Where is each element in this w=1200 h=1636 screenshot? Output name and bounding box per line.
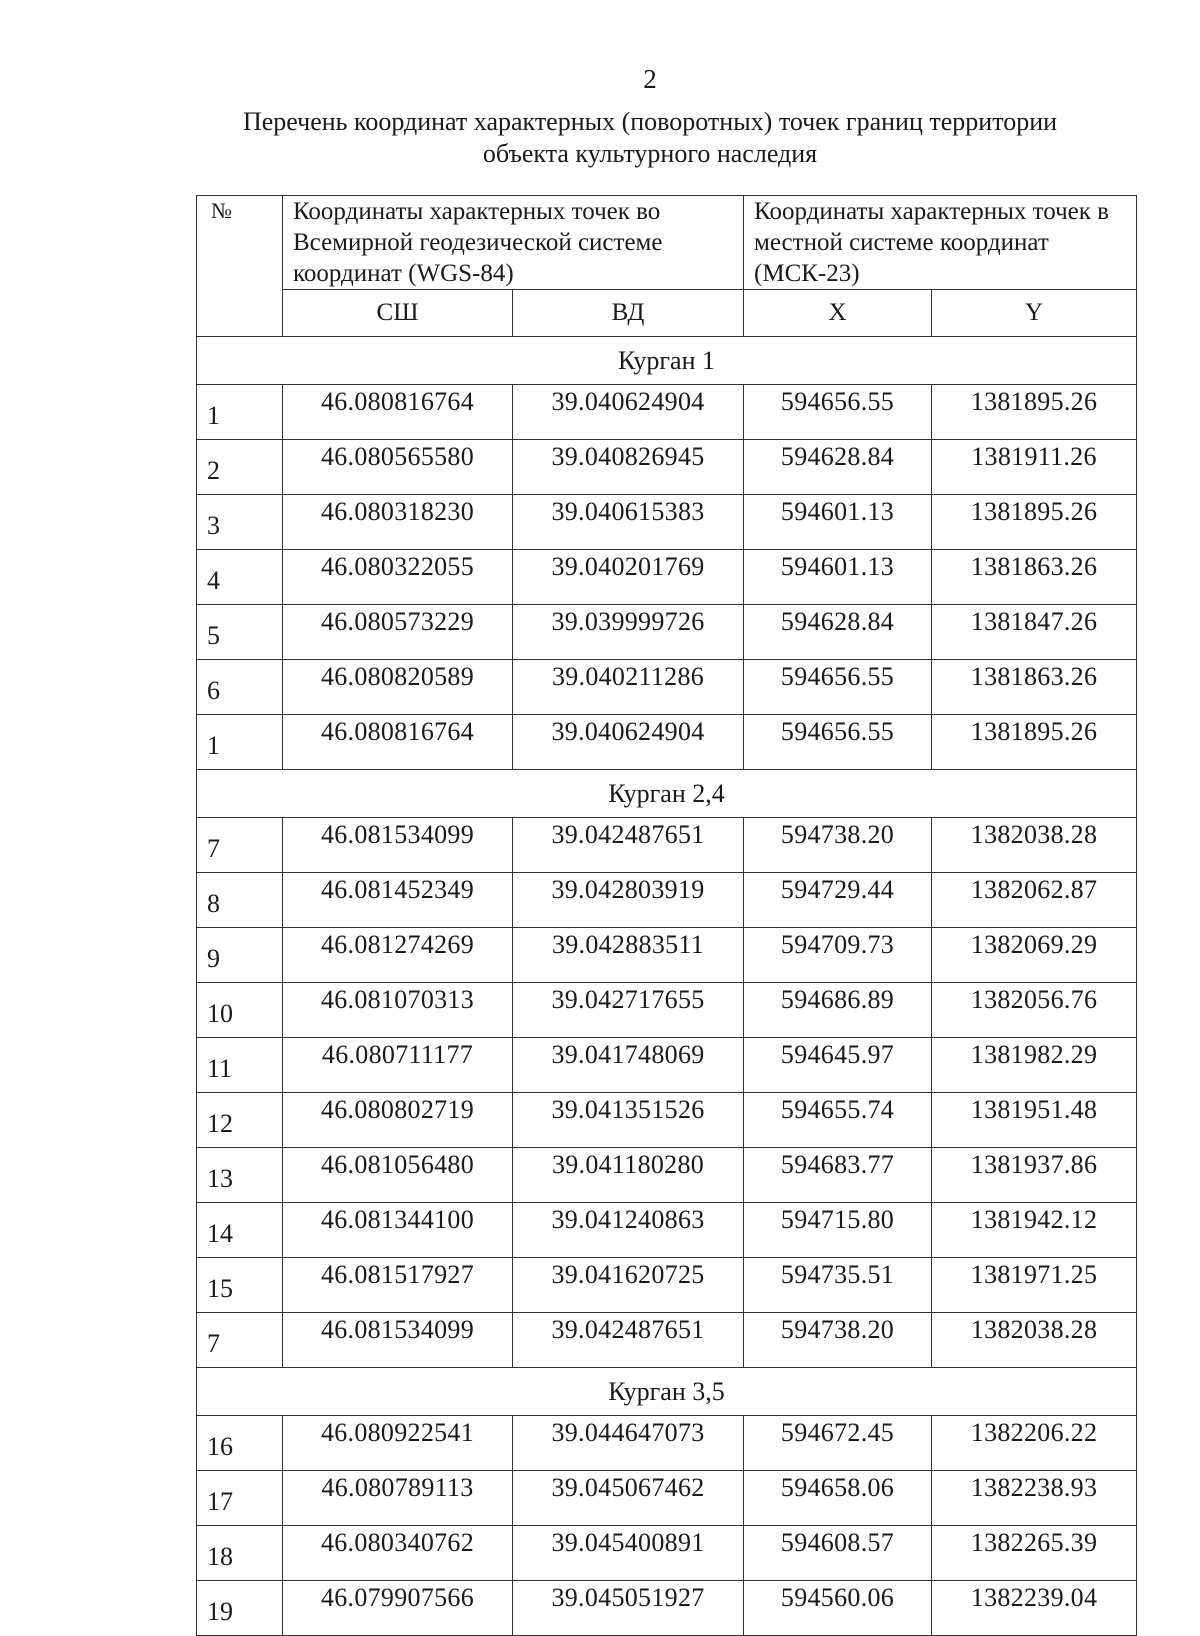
table-row <box>197 1416 1137 1471</box>
longitude-cell: 39.044647073 <box>513 1416 744 1471</box>
latitude-cell: 46.080573229 <box>283 605 513 660</box>
longitude-cell: 39.040615383 <box>513 495 744 550</box>
longitude-cell: 39.039999726 <box>513 605 744 660</box>
latitude-cell: 46.080565580 <box>283 440 513 495</box>
coordinates-table <box>196 195 1137 1636</box>
table-row <box>197 1093 1137 1148</box>
table-row <box>197 1581 1137 1636</box>
point-number-cell: 2 <box>197 440 283 495</box>
point-number-cell: 6 <box>197 660 283 715</box>
table-row <box>197 1148 1137 1203</box>
y-coordinate-cell: 1382056.76 <box>932 983 1137 1038</box>
table-row <box>197 928 1137 983</box>
section-title: Курган 1 <box>197 337 1137 385</box>
point-number-cell: 1 <box>197 715 283 770</box>
x-coordinate-cell: 594735.51 <box>744 1258 932 1313</box>
x-coordinate-cell: 594658.06 <box>744 1471 932 1526</box>
header-y: Y <box>932 290 1137 337</box>
x-coordinate-cell: 594738.20 <box>744 818 932 873</box>
latitude-cell: 46.080816764 <box>283 715 513 770</box>
x-coordinate-cell: 594683.77 <box>744 1148 932 1203</box>
section-row <box>197 337 1137 385</box>
header-latitude: СШ <box>283 290 513 337</box>
x-coordinate-cell: 594709.73 <box>744 928 932 983</box>
latitude-cell: 46.081056480 <box>283 1148 513 1203</box>
table-row <box>197 1313 1137 1368</box>
table-row <box>197 385 1137 440</box>
x-coordinate-cell: 594672.45 <box>744 1416 932 1471</box>
point-number-cell: 7 <box>197 818 283 873</box>
latitude-cell: 46.080322055 <box>283 550 513 605</box>
point-number-cell: 1 <box>197 385 283 440</box>
point-number-cell: 8 <box>197 873 283 928</box>
longitude-cell: 39.042717655 <box>513 983 744 1038</box>
y-coordinate-cell: 1382265.39 <box>932 1526 1137 1581</box>
latitude-cell: 46.080802719 <box>283 1093 513 1148</box>
x-coordinate-cell: 594686.89 <box>744 983 932 1038</box>
longitude-cell: 39.042803919 <box>513 873 744 928</box>
latitude-cell: 46.081070313 <box>283 983 513 1038</box>
longitude-cell: 39.040826945 <box>513 440 744 495</box>
longitude-cell: 39.040211286 <box>513 660 744 715</box>
x-coordinate-cell: 594645.97 <box>744 1038 932 1093</box>
table-row <box>197 1203 1137 1258</box>
x-coordinate-cell: 594715.80 <box>744 1203 932 1258</box>
table-row <box>197 715 1137 770</box>
x-coordinate-cell: 594601.13 <box>744 550 932 605</box>
table-body <box>197 337 1137 1636</box>
x-coordinate-cell: 594656.55 <box>744 660 932 715</box>
point-number-cell: 10 <box>197 983 283 1038</box>
longitude-cell: 39.040201769 <box>513 550 744 605</box>
table-row <box>197 550 1137 605</box>
y-coordinate-cell: 1381942.12 <box>932 1203 1137 1258</box>
subheader-row <box>197 290 1137 337</box>
header-x: X <box>744 290 932 337</box>
longitude-cell: 39.045051927 <box>513 1581 744 1636</box>
section-title: Курган 2,4 <box>197 770 1137 818</box>
latitude-cell: 46.080922541 <box>283 1416 513 1471</box>
section-title: Курган 3,5 <box>197 1368 1137 1416</box>
x-coordinate-cell: 594655.74 <box>744 1093 932 1148</box>
title-line-2: объекта культурного наследия <box>482 139 818 168</box>
point-number-cell: 4 <box>197 550 283 605</box>
header-row <box>197 196 1137 290</box>
latitude-cell: 46.081534099 <box>283 818 513 873</box>
latitude-cell: 46.080340762 <box>283 1526 513 1581</box>
y-coordinate-cell: 1382206.22 <box>932 1416 1137 1471</box>
y-coordinate-cell: 1382062.87 <box>932 873 1137 928</box>
y-coordinate-cell: 1381937.86 <box>932 1148 1137 1203</box>
point-number-cell: 13 <box>197 1148 283 1203</box>
title-line-1: Перечень координат характерных (поворотных) точек границ территории <box>242 107 1058 136</box>
latitude-cell: 46.081274269 <box>283 928 513 983</box>
y-coordinate-cell: 1382038.28 <box>932 1313 1137 1368</box>
point-number-cell: 19 <box>197 1581 283 1636</box>
x-coordinate-cell: 594656.55 <box>744 715 932 770</box>
latitude-cell: 46.081517927 <box>283 1258 513 1313</box>
header-msk23-group: Координаты характерных точек в местной системе координат (МСК-23) <box>744 196 1137 290</box>
longitude-cell: 39.045067462 <box>513 1471 744 1526</box>
longitude-cell: 39.041240863 <box>513 1203 744 1258</box>
latitude-cell: 46.080820589 <box>283 660 513 715</box>
y-coordinate-cell: 1382038.28 <box>932 818 1137 873</box>
latitude-cell: 46.079907566 <box>283 1581 513 1636</box>
x-coordinate-cell: 594608.57 <box>744 1526 932 1581</box>
y-coordinate-cell: 1382069.29 <box>932 928 1137 983</box>
header-wgs84-group: Координаты характерных точек во Всемирной геодезической системе координат (WGS-84) <box>283 196 744 290</box>
latitude-cell: 46.080711177 <box>283 1038 513 1093</box>
latitude-cell: 46.080318230 <box>283 495 513 550</box>
longitude-cell: 39.040624904 <box>513 385 744 440</box>
longitude-cell: 39.041748069 <box>513 1038 744 1093</box>
y-coordinate-cell: 1381911.26 <box>932 440 1137 495</box>
longitude-cell: 39.042883511 <box>513 928 744 983</box>
y-coordinate-cell: 1381895.26 <box>932 385 1137 440</box>
document-title <box>160 106 1140 170</box>
point-number-cell: 12 <box>197 1093 283 1148</box>
section-row <box>197 770 1137 818</box>
table-row <box>197 605 1137 660</box>
point-number-cell: 11 <box>197 1038 283 1093</box>
point-number-cell: 15 <box>197 1258 283 1313</box>
x-coordinate-cell: 594656.55 <box>744 385 932 440</box>
header-longitude: ВД <box>513 290 744 337</box>
table-row <box>197 495 1137 550</box>
x-coordinate-cell: 594729.44 <box>744 873 932 928</box>
table-row <box>197 873 1137 928</box>
table-row <box>197 983 1137 1038</box>
latitude-cell: 46.081344100 <box>283 1203 513 1258</box>
x-coordinate-cell: 594601.13 <box>744 495 932 550</box>
point-number-cell: 16 <box>197 1416 283 1471</box>
longitude-cell: 39.041180280 <box>513 1148 744 1203</box>
x-coordinate-cell: 594738.20 <box>744 1313 932 1368</box>
y-coordinate-cell: 1381847.26 <box>932 605 1137 660</box>
latitude-cell: 46.081534099 <box>283 1313 513 1368</box>
table-row <box>197 818 1137 873</box>
longitude-cell: 39.041620725 <box>513 1258 744 1313</box>
table-row <box>197 440 1137 495</box>
x-coordinate-cell: 594560.06 <box>744 1581 932 1636</box>
latitude-cell: 46.080789113 <box>283 1471 513 1526</box>
y-coordinate-cell: 1381982.29 <box>932 1038 1137 1093</box>
section-row <box>197 1368 1137 1416</box>
table-row <box>197 1526 1137 1581</box>
y-coordinate-cell: 1381895.26 <box>932 495 1137 550</box>
header-number: № <box>197 196 283 337</box>
y-coordinate-cell: 1381863.26 <box>932 660 1137 715</box>
point-number-cell: 5 <box>197 605 283 660</box>
page-number: 2 <box>643 64 657 94</box>
y-coordinate-cell: 1381951.48 <box>932 1093 1137 1148</box>
latitude-cell: 46.080816764 <box>283 385 513 440</box>
x-coordinate-cell: 594628.84 <box>744 605 932 660</box>
y-coordinate-cell: 1382238.93 <box>932 1471 1137 1526</box>
longitude-cell: 39.042487651 <box>513 1313 744 1368</box>
point-number-cell: 3 <box>197 495 283 550</box>
x-coordinate-cell: 594628.84 <box>744 440 932 495</box>
y-coordinate-cell: 1382239.04 <box>932 1581 1137 1636</box>
y-coordinate-cell: 1381863.26 <box>932 550 1137 605</box>
y-coordinate-cell: 1381895.26 <box>932 715 1137 770</box>
table-row <box>197 1258 1137 1313</box>
longitude-cell: 39.042487651 <box>513 818 744 873</box>
longitude-cell: 39.041351526 <box>513 1093 744 1148</box>
point-number-cell: 7 <box>197 1313 283 1368</box>
longitude-cell: 39.040624904 <box>513 715 744 770</box>
longitude-cell: 39.045400891 <box>513 1526 744 1581</box>
point-number-cell: 18 <box>197 1526 283 1581</box>
table-row <box>197 1038 1137 1093</box>
point-number-cell: 14 <box>197 1203 283 1258</box>
y-coordinate-cell: 1381971.25 <box>932 1258 1137 1313</box>
latitude-cell: 46.081452349 <box>283 873 513 928</box>
table-row <box>197 660 1137 715</box>
point-number-cell: 17 <box>197 1471 283 1526</box>
table-row <box>197 1471 1137 1526</box>
point-number-cell: 9 <box>197 928 283 983</box>
